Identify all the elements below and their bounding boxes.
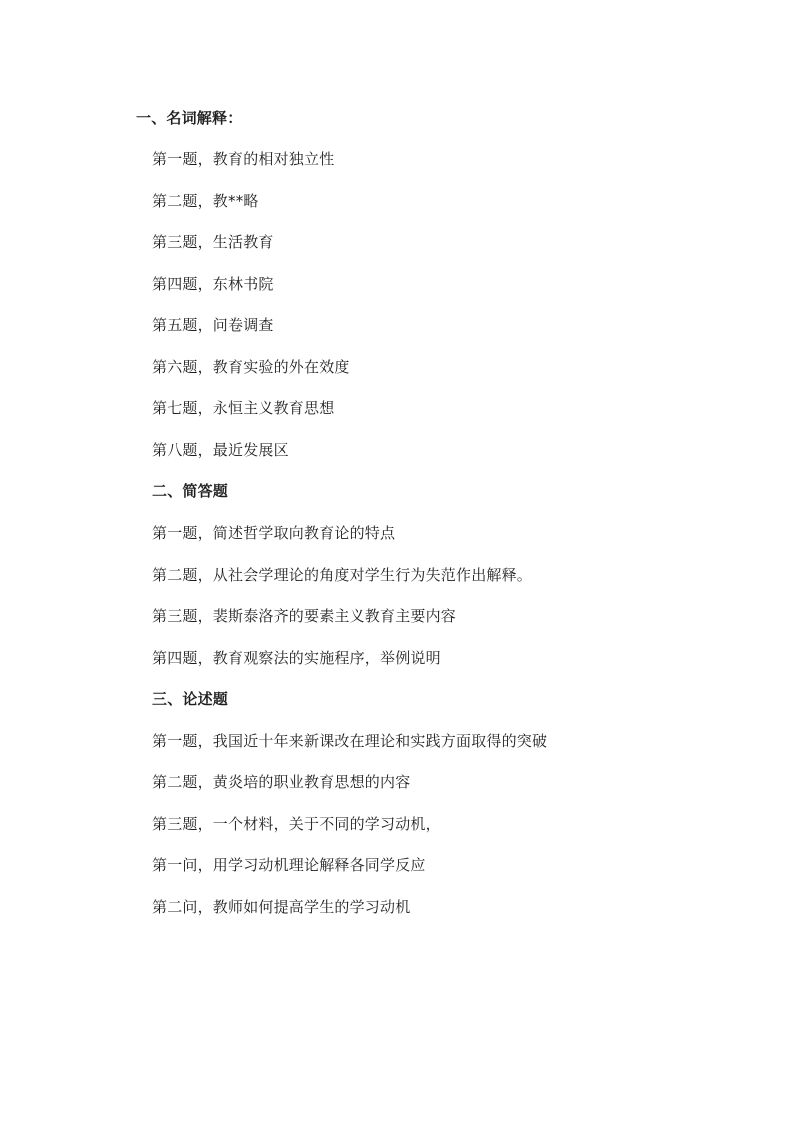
section-2-item-2: 第二题，从社会学理论的角度对学生行为失范作出解释。 <box>152 566 533 584</box>
section-1-item-7: 第七题，永恒主义教育思想 <box>152 399 335 417</box>
section-1-item-1: 第一题，教育的相对独立性 <box>152 150 335 168</box>
section-2-item-3: 第三题，裴斯泰洛齐的要素主义教育主要内容 <box>152 607 457 625</box>
section-1-item-4: 第四题，东林书院 <box>152 275 274 293</box>
section-1-item-8: 第八题，最近发展区 <box>152 441 289 459</box>
section-2-item-1: 第一题，简述哲学取向教育论的特点 <box>152 524 396 542</box>
section-3-item-2: 第二题，黄炎培的职业教育思想的内容 <box>152 773 411 791</box>
section-1-item-6: 第六题，教育实验的外在效度 <box>152 358 350 376</box>
section-3-item-1: 第一题，我国近十年来新课改在理论和实践方面取得的突破 <box>152 732 548 750</box>
section-heading-1: 一、名词解释： <box>136 109 243 127</box>
section-1-item-2: 第二题，教**略 <box>152 192 259 210</box>
section-2-item-4: 第四题，教育观察法的实施程序，举例说明 <box>152 649 441 667</box>
section-3-item-3: 第三题，一个材料，关于不同的学习动机， <box>152 815 441 833</box>
section-1-item-3: 第三题，生活教育 <box>152 233 274 251</box>
section-3-item-4: 第一问，用学习动机理论解释各同学反应 <box>152 856 426 874</box>
section-heading-2: 二、简答题 <box>152 482 229 500</box>
section-3-item-5: 第二问，教师如何提高学生的学习动机 <box>152 898 411 916</box>
section-heading-3: 三、论述题 <box>152 690 229 708</box>
section-1-item-5: 第五题，问卷调查 <box>152 316 274 334</box>
